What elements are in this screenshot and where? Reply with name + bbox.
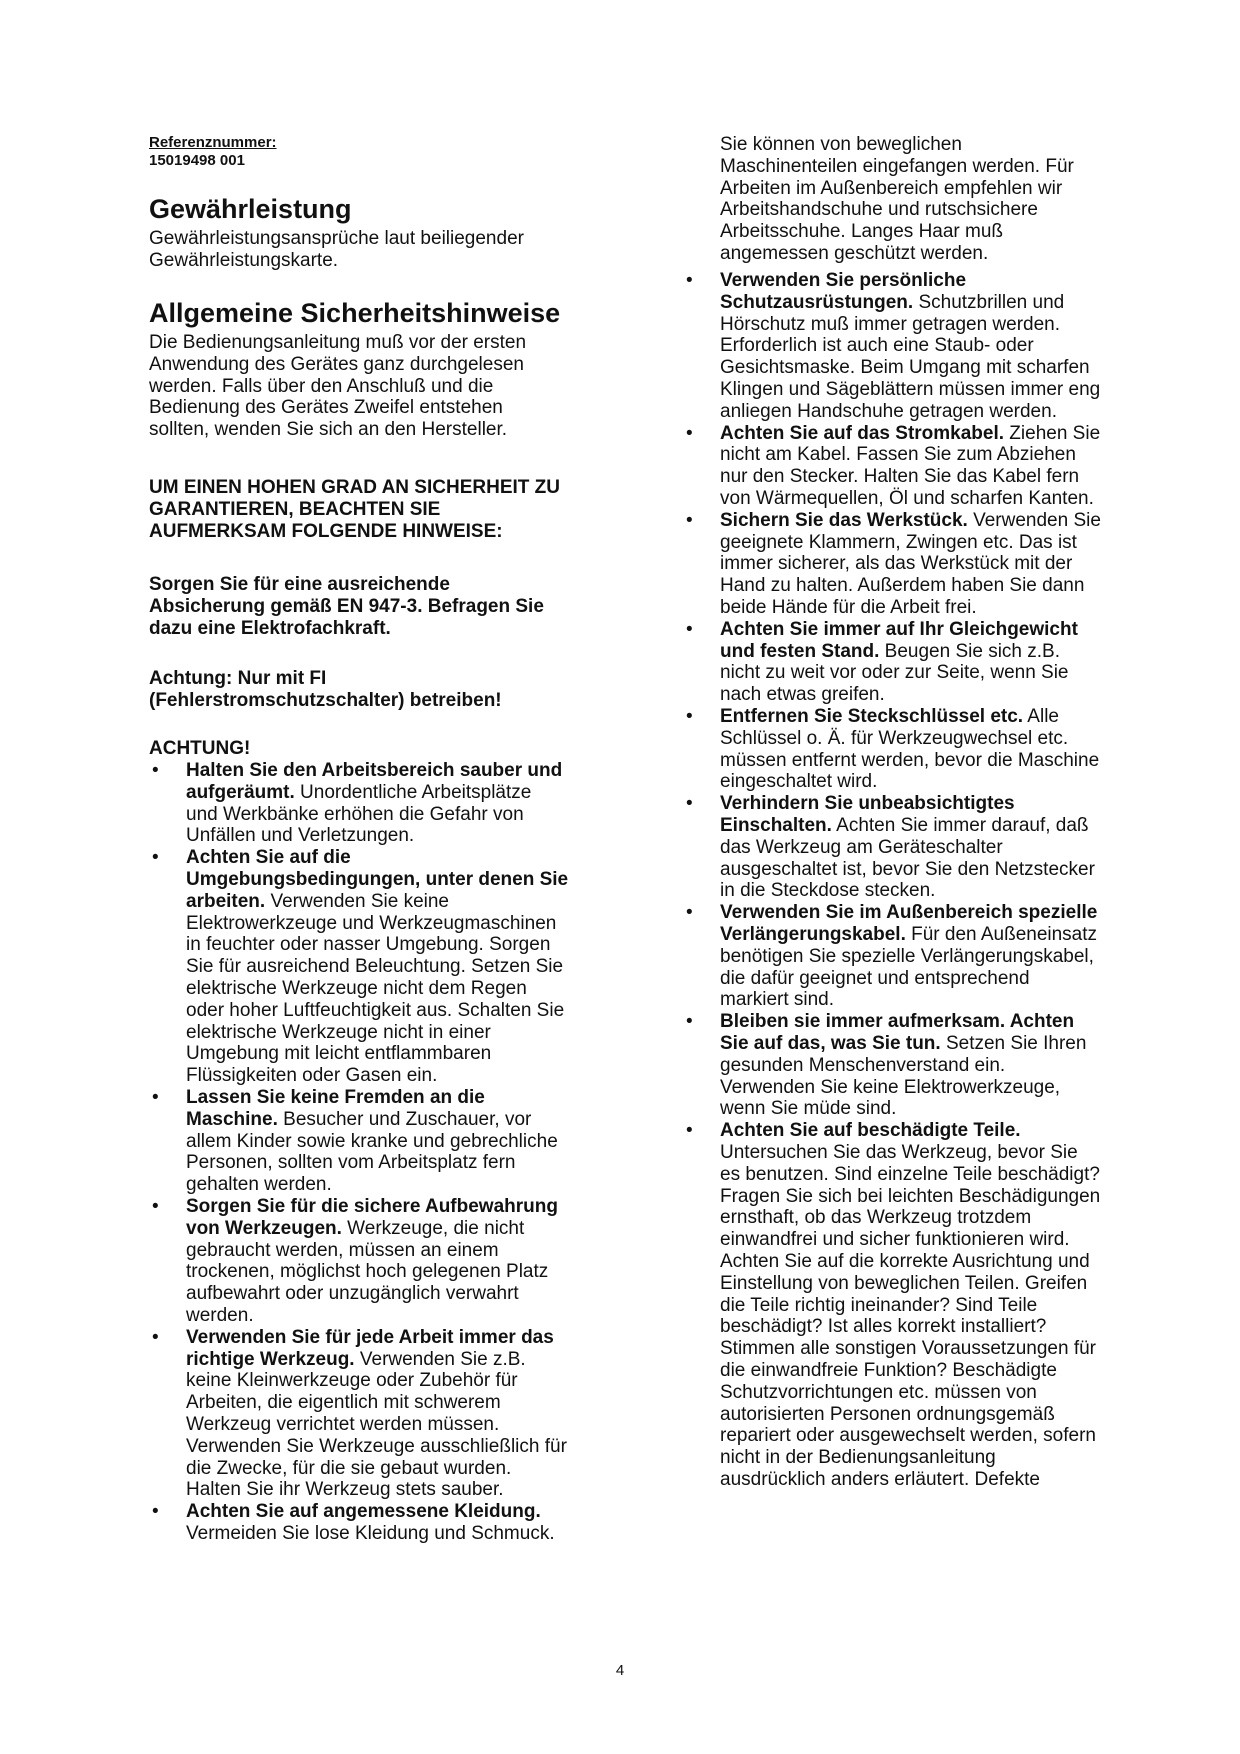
- text-line: Bedienung des Gerätes Zweifel entstehen: [149, 397, 503, 419]
- body-text: markiert sind.: [720, 989, 835, 1011]
- safety-heading: Allgemeine Sicherheitshinweise: [149, 298, 561, 328]
- bullet-item: [152, 1326, 626, 1501]
- bold-lead: Verwenden Sie persönliche: [720, 270, 967, 291]
- bold-lead: Sie auf das, was Sie tun.: [720, 1032, 941, 1054]
- bullet-line: [720, 1425, 1160, 1447]
- bullet-line: [720, 1055, 1160, 1077]
- bullet-line: [186, 1436, 626, 1458]
- body-text: Für den Außeneinsatz: [905, 923, 1098, 945]
- body-text: gehalten werden.: [186, 1174, 332, 1196]
- bold-lead: Verwenden Sie für jede Arbeit immer das: [186, 1326, 554, 1348]
- bullet-line: [186, 1240, 626, 1262]
- bullet-line: [186, 1087, 626, 1109]
- body-text: Unordentliche Arbeitsplätze: [294, 781, 532, 803]
- bullet-line: [720, 1273, 1160, 1295]
- body-text: Achten Sie auf die korrekte Ausrichtung und: [720, 1250, 1090, 1272]
- body-text: autorisierten Personen ordnungsgemäß: [720, 1403, 1055, 1425]
- body-text: nicht zu weit vor oder zur Seite, wenn Sie: [720, 662, 1069, 684]
- body-text: die Teile richtig ineinander? Sind Teile: [720, 1294, 1038, 1316]
- bullet-icon: •: [686, 270, 693, 291]
- body-text: elektrische Werkzeuge nicht dem Regen: [186, 977, 527, 999]
- body-text: von Wärmequellen, Öl und scharfen Kanten.: [720, 487, 1094, 509]
- body-text: geeignete Klammern, Zwingen etc. Das ist: [720, 531, 1077, 553]
- bullet-line: [186, 1414, 626, 1436]
- body-text: Halten Sie ihr Werkzeug stets sauber.: [186, 1479, 504, 1501]
- body-text: benötigen Sie spezielle Verlängerungskabel,: [720, 945, 1094, 967]
- text-line: Gewährleistungskarte.: [149, 249, 339, 271]
- bullet-line: [186, 891, 626, 913]
- bold-lead: Einschalten.: [720, 814, 832, 836]
- body-text: trockenen, möglichst hoch gelegenen Platz: [186, 1261, 549, 1283]
- body-text: Klingen und Sägeblättern müssen immer eng: [720, 378, 1101, 400]
- bullet-line: [720, 771, 1160, 793]
- body-text: Verwenden Sie keine Elektrowerkzeuge,: [720, 1076, 1061, 1098]
- body-text: oder hoher Luftfeuchtigkeit aus. Schalten Sie: [186, 999, 565, 1021]
- bold-lead: Verwenden Sie im Außenbereich spezielle: [720, 902, 1098, 924]
- bullet-item: [686, 793, 1160, 902]
- body-text: und Werkbänke erhöhen die Gefahr von: [186, 803, 524, 825]
- bullet-line: [186, 1196, 626, 1218]
- bullet-line: [186, 1523, 626, 1545]
- text-line: GARANTIEREN, BEACHTEN SIE: [149, 498, 441, 520]
- bullet-line: [720, 1098, 1160, 1120]
- bold-lead: Achten Sie auf angemessene Kleidung.: [186, 1501, 541, 1523]
- bullet-line: [186, 825, 626, 847]
- body-text: gesunden Menschenverstand ein.: [720, 1054, 1006, 1076]
- safety-intro: [149, 332, 629, 441]
- body-text: Verwenden Sie: [967, 509, 1101, 531]
- body-text: Umgebung mit leicht entflammbaren: [186, 1043, 492, 1065]
- bold-lead: Sorgen Sie für die sichere Aufbewahrung: [186, 1196, 558, 1217]
- body-text: keine Kleinwerkzeuge oder Zubehör für: [186, 1370, 518, 1392]
- body-text: ausgeschaltet ist, bevor Sie den Netzstecker: [720, 858, 1095, 880]
- body-text: Erforderlich ist auch eine Staub- oder: [720, 335, 1034, 357]
- bold-lead: von Werkzeugen.: [186, 1217, 342, 1239]
- body-text: einwandfrei und sicher funktionieren wird.: [720, 1229, 1070, 1251]
- body-text: Elektrowerkzeuge und Werkzeugmaschinen: [186, 912, 557, 934]
- bullet-line: [720, 684, 1160, 706]
- body-text: ernsthaft, ob das Werkzeug trotzdem: [720, 1207, 1032, 1229]
- bullet-line: [186, 1131, 626, 1153]
- bullet-icon: •: [686, 1120, 693, 1142]
- body-text: Hörschutz muß immer getragen werden.: [720, 313, 1061, 335]
- body-text: Werkzeug verrichtet werden müssen.: [186, 1413, 500, 1435]
- bullet-line: [720, 335, 1160, 357]
- bullet-line: [720, 946, 1160, 968]
- achtung-heading: ACHTUNG!: [149, 738, 251, 759]
- bullet-line: [720, 968, 1160, 990]
- bullet-line: [186, 1501, 626, 1523]
- text-line: Maschinenteilen eingefangen werden. Für: [720, 155, 1074, 177]
- safety-caps-notice: [149, 477, 629, 542]
- body-text: Setzen Sie Ihren: [940, 1032, 1087, 1054]
- bullet-line: [720, 1316, 1160, 1338]
- fi-notice: [149, 668, 629, 712]
- body-text: Schutzvorrichtungen etc. müssen von: [720, 1381, 1037, 1403]
- body-text: aufbewahrt oder unzugänglich verwahrt: [186, 1283, 519, 1305]
- bullet-item: [686, 706, 1160, 793]
- body-text: Hand zu halten. Außerdem haben Sie dann: [720, 575, 1085, 597]
- bullet-line: [186, 847, 626, 869]
- body-text: Personen, sollten vom Arbeitsplatz fern: [186, 1152, 516, 1174]
- text-line: Arbeitsschuhe. Langes Haar muß: [720, 221, 1004, 243]
- bullet-line: [186, 1000, 626, 1022]
- continuation-text: [720, 134, 1074, 265]
- bullet-line: [720, 575, 1160, 597]
- bullet-line: [186, 913, 626, 935]
- bullet-icon: •: [152, 1196, 159, 1217]
- text-line: sollten, wenden Sie sich an den Hersteller.: [149, 419, 508, 441]
- body-text: Schlüssel o. Ä. für Werkzeugwechsel etc.: [720, 727, 1069, 749]
- bold-lead: Achten Sie auf die: [186, 847, 351, 869]
- reference-label: Referenznummer:: [149, 134, 277, 151]
- body-text: allem Kinder sowie kranke und gebrechliche: [186, 1130, 558, 1152]
- bullet-line: [186, 1458, 626, 1480]
- bullet-line: [720, 728, 1160, 750]
- reference-number: 15019498 001: [149, 152, 245, 169]
- bullet-line: [720, 597, 1160, 619]
- body-text: nur den Stecker. Halten Sie das Kabel fern: [720, 466, 1080, 488]
- bold-lead: richtige Werkzeug.: [186, 1348, 355, 1370]
- bullet-line: [720, 1186, 1160, 1208]
- body-text: Sie für ausreichend Beleuchtung. Setzen Sie: [186, 956, 564, 978]
- bullet-line: [720, 793, 1160, 815]
- bullet-line: [720, 1404, 1160, 1426]
- bold-lead: Verlängerungskabel.: [720, 923, 906, 945]
- bullet-line: [186, 869, 626, 891]
- body-text: müssen entfernt werden, bevor die Maschine: [720, 749, 1100, 771]
- bullet-line: [720, 619, 1160, 641]
- text-line: Absicherung gemäß EN 947-3. Befragen Sie: [149, 595, 544, 617]
- bullet-line: [720, 1077, 1160, 1099]
- body-text: anliegen Handschuhe getragen werden.: [720, 400, 1057, 422]
- bold-lead: Entfernen Sie Steckschlüssel etc.: [720, 706, 1024, 727]
- bullet-line: [720, 1164, 1160, 1186]
- bullet-line: [186, 956, 626, 978]
- bold-lead: Maschine.: [186, 1108, 278, 1130]
- bullet-line: [720, 1011, 1160, 1033]
- bullet-line: [720, 1382, 1160, 1404]
- bullet-line: [720, 553, 1160, 575]
- bullet-item: [686, 422, 1160, 510]
- bold-lead: aufgeräumt.: [186, 781, 295, 803]
- text-line: Arbeitshandschuhe und rutschsichere: [720, 199, 1038, 221]
- bullet-line: [186, 1327, 626, 1349]
- bold-lead: arbeiten.: [186, 890, 266, 912]
- bullet-line: [720, 1469, 1160, 1491]
- bullet-line: [720, 750, 1160, 772]
- bullet-item: [686, 509, 1160, 619]
- bullet-line: [186, 1370, 626, 1392]
- body-text: Fragen Sie sich bei leichten Beschädigungen: [720, 1185, 1101, 1207]
- bullet-line: [720, 1207, 1160, 1229]
- bullet-line: [720, 1033, 1160, 1055]
- bullet-line: [720, 270, 1160, 292]
- bullet-line: [720, 423, 1160, 445]
- bullet-line: [720, 1360, 1160, 1382]
- body-text: repariert oder ausgewechselt werden, sofern: [720, 1425, 1096, 1447]
- body-text: in feuchter oder nasser Umgebung. Sorgen: [186, 934, 551, 956]
- bullet-line: [720, 401, 1160, 423]
- bullet-icon: •: [686, 618, 693, 640]
- bold-lead: Verhindern Sie unbeabsichtigtes: [720, 793, 1015, 815]
- bullet-line: [720, 357, 1160, 379]
- bullet-line: [720, 1338, 1160, 1360]
- bullet-line: [186, 1218, 626, 1240]
- bullet-line: [720, 989, 1160, 1011]
- bullet-line: [720, 837, 1160, 859]
- bullet-line: [720, 902, 1160, 924]
- bullet-line: [720, 662, 1160, 684]
- bullet-line: [186, 1479, 626, 1501]
- bullet-line: [720, 1251, 1160, 1273]
- bullet-icon: •: [686, 1011, 693, 1033]
- bullet-icon: •: [686, 793, 693, 815]
- bold-lead: Bleiben sie immer aufmerksam. Achten: [720, 1011, 1075, 1033]
- bullet-item: [152, 760, 626, 847]
- fuse-notice: [149, 574, 629, 639]
- bullet-line: [186, 1065, 626, 1087]
- text-line: Anwendung des Gerätes ganz durchgelesen: [149, 353, 524, 375]
- body-text: wenn Sie müde sind.: [720, 1098, 897, 1120]
- body-text: Verwenden Sie z.B.: [354, 1348, 526, 1370]
- bold-lead: Schutzausrüstungen.: [720, 291, 914, 313]
- bullet-item: [686, 618, 1160, 706]
- body-text: gebraucht werden, müssen an einem: [186, 1239, 499, 1261]
- body-text: werden.: [186, 1304, 254, 1326]
- bullet-item: [152, 1501, 626, 1545]
- bullet-icon: •: [686, 706, 693, 727]
- text-line: Die Bedienungsanleitung muß vor der ersten: [149, 332, 527, 353]
- body-text: Ziehen Sie: [1004, 422, 1101, 444]
- bullet-line: [186, 804, 626, 826]
- bullet-icon: •: [152, 760, 159, 781]
- bullet-line: [720, 1447, 1160, 1469]
- body-text: Flüssigkeiten oder Gasen ein.: [186, 1065, 438, 1087]
- bold-lead: Achten Sie immer auf Ihr Gleichgewicht: [720, 618, 1078, 640]
- bullet-line: [720, 924, 1160, 946]
- warranty-heading: Gewährleistung: [149, 194, 352, 224]
- body-text: ausdrücklich anders erläutert. Defekte: [720, 1468, 1040, 1490]
- bullet-icon: •: [152, 847, 159, 869]
- bullet-line: [720, 466, 1160, 488]
- bullet-icon: •: [152, 1501, 159, 1523]
- bullet-icon: •: [686, 422, 693, 444]
- bullet-line: [186, 934, 626, 956]
- bullet-line: [720, 292, 1160, 314]
- bullet-item: [686, 1120, 1160, 1491]
- text-line: Sie können von beweglichen: [720, 134, 962, 155]
- body-text: Einstellung von beweglichen Teilen. Greifen: [720, 1272, 1088, 1294]
- body-text: in die Steckdose stecken.: [720, 880, 936, 902]
- bullet-icon: •: [686, 902, 693, 924]
- bullet-item: [152, 1196, 626, 1327]
- bullet-line: [720, 706, 1160, 728]
- body-text: Verwenden Sie keine: [265, 890, 449, 912]
- body-text: es benutzen. Sind einzelne Teile beschädigt?: [720, 1163, 1100, 1185]
- body-text: Besucher und Zuschauer, vor: [277, 1108, 532, 1130]
- bullet-line: [186, 760, 626, 782]
- bold-lead: Halten Sie den Arbeitsbereich sauber und: [186, 760, 563, 781]
- bullet-item: [152, 1087, 626, 1196]
- bold-lead: und festen Stand.: [720, 640, 880, 662]
- bullet-line: [720, 1120, 1160, 1142]
- body-text: immer sicherer, als das Werkstück mit der: [720, 553, 1073, 575]
- text-line: angemessen geschützt werden.: [720, 242, 989, 264]
- bullet-line: [720, 488, 1160, 510]
- bullet-line: [186, 1261, 626, 1283]
- text-line: Achtung: Nur mit FI: [149, 668, 327, 689]
- bullet-item: [152, 847, 626, 1087]
- bullet-line: [720, 314, 1160, 336]
- bullet-line: [720, 379, 1160, 401]
- text-line: UM EINEN HOHEN GRAD AN SICHERHEIT ZU: [149, 477, 560, 498]
- bold-lead: Lassen Sie keine Fremden an die: [186, 1087, 485, 1108]
- bullet-line: [186, 1109, 626, 1131]
- text-line: dazu eine Elektrofachkraft.: [149, 617, 391, 639]
- bullet-line: [720, 1295, 1160, 1317]
- bold-lead: Umgebungsbedingungen, unter denen Sie: [186, 868, 569, 890]
- bullet-line: [720, 815, 1160, 837]
- bold-lead: Sichern Sie das Werkstück.: [720, 509, 968, 531]
- bullet-line: [186, 1349, 626, 1371]
- body-text: elektrische Werkzeuge nicht in einer: [186, 1021, 491, 1043]
- bullet-line: [720, 444, 1160, 466]
- bullet-line: [186, 1152, 626, 1174]
- body-text: Achten Sie immer darauf, daß: [831, 814, 1089, 836]
- bullet-line: [720, 859, 1160, 881]
- text-line: Gewährleistungsansprüche laut beiliegender: [149, 228, 524, 249]
- bullet-line: [720, 510, 1160, 532]
- body-text: Alle: [1023, 706, 1059, 727]
- bullet-line: [186, 978, 626, 1000]
- body-text: Beugen Sie sich z.B.: [879, 640, 1061, 662]
- body-text: beide Hände für die Arbeit frei.: [720, 596, 977, 618]
- body-text: das Werkzeug am Geräteschalter: [720, 836, 1003, 858]
- bullet-item: [686, 270, 1160, 423]
- body-text: die Zwecke, für die sie gebaut wurden.: [186, 1457, 512, 1479]
- warranty-text: [149, 228, 629, 272]
- text-line: Sorgen Sie für eine ausreichende: [149, 574, 450, 595]
- bullet-line: [186, 1174, 626, 1196]
- bullet-icon: •: [152, 1326, 159, 1348]
- body-text: Stimmen alle sonstigen Voraussetzungen für: [720, 1338, 1096, 1360]
- body-text: Verwenden Sie Werkzeuge ausschließlich für: [186, 1435, 567, 1457]
- body-text: Unfällen und Verletzungen.: [186, 825, 415, 847]
- bullet-line: [720, 1229, 1160, 1251]
- body-text: nach etwas greifen.: [720, 684, 885, 706]
- bullet-line: [186, 1392, 626, 1414]
- body-text: Schutzbrillen und: [913, 291, 1065, 313]
- bullet-line: [186, 1022, 626, 1044]
- body-text: nicht in der Bedienungsanleitung: [720, 1447, 996, 1469]
- body-text: Untersuchen Sie das Werkzeug, bevor Sie: [720, 1141, 1078, 1163]
- bullet-line: [186, 1283, 626, 1305]
- bullet-item: [686, 902, 1160, 1011]
- body-text: die dafür geeignet und entsprechend: [720, 967, 1030, 989]
- bullet-line: [720, 532, 1160, 554]
- body-text: Werkzeuge, die nicht: [341, 1217, 525, 1239]
- bold-lead: Achten Sie auf das Stromkabel.: [720, 422, 1005, 444]
- body-text: beschädigt? Ist alles korrekt installiert?: [720, 1316, 1047, 1338]
- bullet-icon: •: [686, 509, 693, 531]
- bullet-line: [186, 1043, 626, 1065]
- bullet-icon: •: [152, 1087, 159, 1108]
- bullet-line: [720, 880, 1160, 902]
- body-text: Vermeiden Sie lose Kleidung und Schmuck.: [186, 1522, 555, 1544]
- text-line: Arbeiten im Außenbereich empfehlen wir: [720, 177, 1063, 199]
- body-text: Gesichtsmaske. Beim Umgang mit scharfen: [720, 357, 1090, 379]
- bullet-line: [720, 1142, 1160, 1164]
- text-line: (Fehlerstromschutzschalter) betreiben!: [149, 689, 502, 711]
- body-text: nicht am Kabel. Fassen Sie zum Abziehen: [720, 444, 1076, 466]
- bullet-line: [720, 641, 1160, 663]
- body-text: die einwandfreie Funktion? Beschädigte: [720, 1359, 1057, 1381]
- text-line: werden. Falls über den Anschluß und die: [149, 375, 494, 397]
- body-text: eingeschaltet wird.: [720, 771, 878, 793]
- body-text: Arbeiten, die eigentlich mit schwerem: [186, 1392, 501, 1414]
- bullet-line: [186, 1305, 626, 1327]
- text-line: AUFMERKSAM FOLGENDE HINWEISE:: [149, 520, 503, 542]
- page-number: 4: [615, 1662, 625, 1679]
- bold-lead: Achten Sie auf beschädigte Teile.: [720, 1120, 1021, 1142]
- bullet-item: [686, 1011, 1160, 1120]
- bullet-line: [186, 782, 626, 804]
